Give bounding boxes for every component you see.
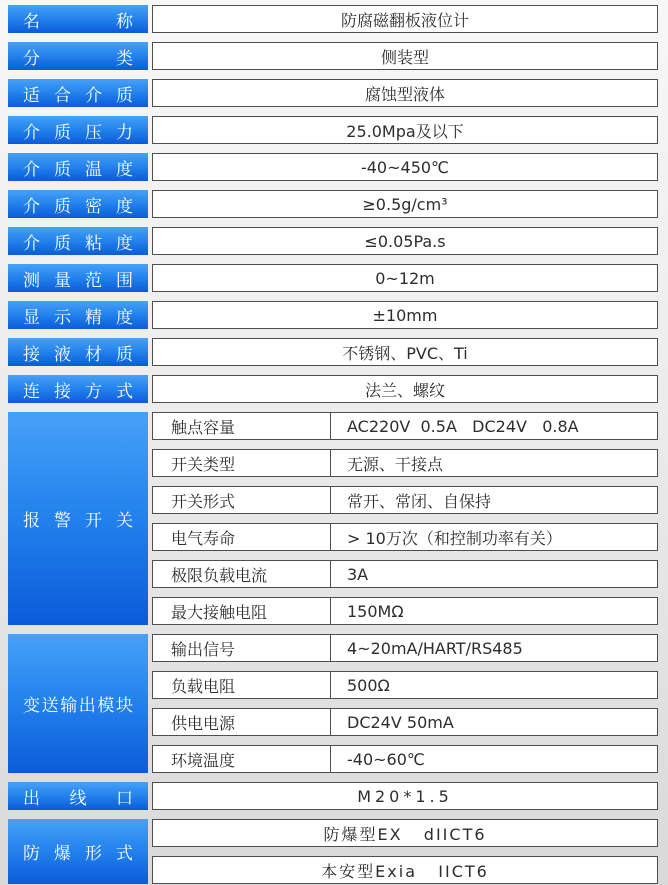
subrow-value: 4~20mA/HART/RS485	[347, 638, 523, 658]
spec-row-temperature	[8, 153, 658, 181]
subrow-value: -40~60℃	[347, 749, 425, 769]
subrow-label: 电气寿命	[153, 524, 331, 550]
section-label-cell	[8, 412, 148, 625]
spec-subrow	[152, 671, 658, 699]
spec-row-medium	[8, 79, 658, 107]
section-label: 防爆形式	[23, 844, 133, 864]
spec-label-cell	[8, 153, 148, 181]
subrow-label: 触点容量	[153, 413, 331, 439]
spec-label-cell	[8, 42, 148, 70]
subrow-label: 开关形式	[153, 487, 331, 513]
spec-label: 连接方式	[23, 381, 133, 402]
spec-label: 名称	[23, 11, 133, 32]
section-label-cell	[8, 634, 148, 773]
spec-value: ≤0.05Pa.s	[152, 227, 658, 255]
spec-label-cell	[8, 264, 148, 292]
subrow-label: 开关类型	[153, 450, 331, 476]
spec-row-category	[8, 42, 658, 70]
spec-subrow	[152, 634, 658, 662]
spec-subrow	[152, 486, 658, 514]
spec-value: -40~450℃	[152, 153, 658, 181]
subrow-value: 3A	[347, 564, 369, 584]
subrow-value: 150MΩ	[347, 601, 404, 621]
spec-row-density	[8, 190, 658, 218]
spec-label: 介质压力	[23, 122, 133, 143]
spec-subrow	[152, 412, 658, 440]
spec-subrow	[152, 560, 658, 588]
subrow-value: AC220V 0.5A DC24V 0.8A	[347, 416, 579, 436]
spec-subrow	[152, 523, 658, 551]
subrow-value: 500Ω	[347, 675, 390, 695]
spec-row-cable-outlet	[8, 782, 658, 810]
spec-subrow	[152, 745, 658, 773]
spec-label: 显示精度	[23, 307, 133, 328]
spec-label: 介质粘度	[23, 233, 133, 254]
section-transmitter-module	[8, 634, 658, 773]
spec-label-cell	[8, 375, 148, 403]
spec-label-cell	[8, 190, 148, 218]
subrow-value: 常开、常闭、自保持	[347, 491, 492, 511]
subrow-label: 输出信号	[153, 635, 331, 661]
spec-label: 介质温度	[23, 159, 133, 180]
spec-label-cell	[8, 5, 148, 33]
spec-label: 出线口	[23, 788, 133, 809]
spec-value: 0~12m	[152, 264, 658, 292]
subrow-label: 最大接触电阻	[153, 598, 331, 624]
subrow-label: 极限负载电流	[153, 561, 331, 587]
subrow-value: 防爆型EX dIICT6	[323, 824, 487, 844]
section-alarm-switch	[8, 412, 658, 625]
spec-value: 法兰、螺纹	[152, 375, 658, 403]
spec-row-connection	[8, 375, 658, 403]
section-label: 报警开关	[23, 511, 133, 531]
spec-label: 分类	[23, 48, 133, 69]
spec-label-cell	[8, 116, 148, 144]
spec-value: ≥0.5g/cm³	[152, 190, 658, 218]
subrow-value: 本安型Exia IICT6	[321, 861, 489, 881]
section-rows	[152, 412, 658, 625]
spec-value: 侧装型	[152, 42, 658, 70]
spec-value: M20*1.5	[152, 782, 658, 810]
subrow-value: DC24V 50mA	[347, 712, 454, 732]
subrow-value: 无源、干接点	[347, 454, 444, 474]
section-label: 变送输出模块	[23, 696, 133, 716]
section-explosion-proof	[8, 819, 658, 884]
spec-value: ±10mm	[152, 301, 658, 329]
spec-value: 25.0Mpa及以下	[152, 116, 658, 144]
spec-subrow	[152, 449, 658, 477]
spec-value: 腐蚀型液体	[152, 79, 658, 107]
spec-value: 不锈钢、PVC、Ti	[152, 338, 658, 366]
subrow-label: 环境温度	[153, 746, 331, 772]
spec-label: 适合介质	[23, 85, 133, 106]
spec-label-cell	[8, 79, 148, 107]
spec-label-cell	[8, 301, 148, 329]
spec-label-cell	[8, 338, 148, 366]
spec-row-wetted-material	[8, 338, 658, 366]
section-rows	[152, 819, 658, 884]
section-label-cell	[8, 819, 148, 884]
spec-subrow	[152, 819, 658, 847]
section-rows	[152, 634, 658, 773]
subrow-value: > 10万次（和控制功率有关）	[347, 528, 562, 548]
spec-subrow	[152, 708, 658, 736]
spec-label: 介质密度	[23, 196, 133, 217]
spec-value: 防腐磁翻板液位计	[152, 5, 658, 33]
spec-subrow	[152, 856, 658, 884]
spec-row-pressure	[8, 116, 658, 144]
spec-row-viscosity	[8, 227, 658, 255]
spec-label-cell	[8, 227, 148, 255]
subrow-label: 负载电阻	[153, 672, 331, 698]
spec-label-cell	[8, 782, 148, 810]
spec-row-accuracy	[8, 301, 658, 329]
subrow-label: 供电电源	[153, 709, 331, 735]
spec-label: 接液材质	[23, 344, 133, 365]
spec-row-range	[8, 264, 658, 292]
spec-row-name	[8, 5, 658, 33]
spec-subrow	[152, 597, 658, 625]
spec-label: 测量范围	[23, 270, 133, 291]
